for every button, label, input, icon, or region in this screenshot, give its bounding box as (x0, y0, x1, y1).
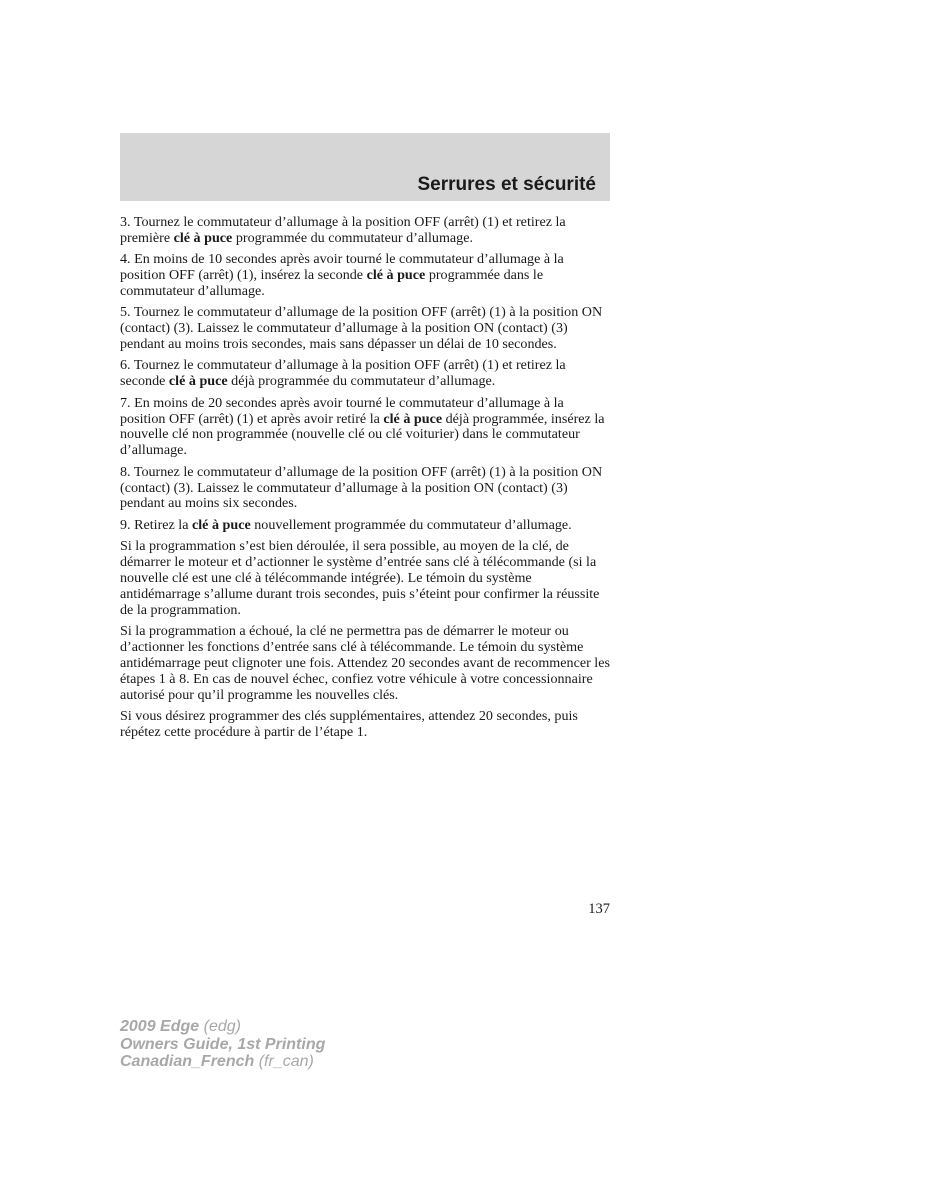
paragraph-text: Si vous désirez programmer des clés supplémentaires, attendez 20 secondes, puis répétez cette procédure à partir de l’étape 1. (120, 707, 578, 740)
bold-term: clé à puce (383, 410, 443, 427)
paragraph-text: 3. Tournez le commutateur d’allumage à la position OFF (arrêt) (1) et retirez la première (120, 214, 566, 246)
footer-vehicle-code: (edg) (203, 1018, 241, 1035)
bold-term: clé à puce (168, 373, 228, 390)
paragraph-text: Si la programmation s’est bien déroulée, il sera possible, au moyen de la clé, de démarrer le moteur et d’actionner le système d’entrée sans clé à télécommande (si la nouvelle clé est une clé à télécommande intégrée). Le témoin du système antidémarrage s’allume durant trois secondes, puis s’éteint pour confirmer la réussite de la programmation. (120, 538, 600, 618)
footer-language-code: (fr_can) (258, 1053, 314, 1071)
paragraph-text: déjà programmée, insérez la nouvelle clé non programmée (nouvelle clé ou clé voiturier) dans le commutateur d’allumage. (120, 410, 605, 459)
bold-term: clé à puce (366, 267, 426, 284)
body-paragraph (120, 465, 612, 513)
paragraph-text: nouvellement programmée du commutateur d’allumage. (250, 516, 572, 533)
document-footer (120, 1018, 325, 1071)
page-number: 137 (588, 901, 610, 917)
section-header-band (120, 133, 610, 201)
paragraph-text: 6. Tournez le commutateur d’allumage à la position OFF (arrêt) (1) et retirez la seconde (120, 357, 566, 390)
footer-vehicle-name: 2009 Edge (120, 1018, 200, 1035)
body-paragraph (120, 358, 612, 390)
paragraph-text: 8. Tournez le commutateur d’allumage de la position OFF (arrêt) (1) à la position ON (contact) (3). Laissez le commutateur d’allumage à la position ON (contact) (3) pendant au moins six secondes. (120, 463, 603, 512)
instruction-body (120, 215, 612, 746)
footer-line-language (120, 1053, 325, 1071)
footer-line-vehicle (120, 1018, 325, 1036)
paragraph-text: programmée du commutateur d’allumage. (232, 229, 474, 246)
bold-term: clé à puce (173, 229, 233, 246)
footer-language-name: Canadian_French (120, 1053, 255, 1071)
paragraph-text: 5. Tournez le commutateur d’allumage de la position OFF (arrêt) (1) à la position ON (contact) (3). Laissez le commutateur d’allumage à la position ON (contact) (3) pendant au moins trois secondes, mais sans dépasser un délai de 10 secondes. (120, 304, 603, 353)
paragraph-text: Si la programmation a échoué, la clé ne permettra pas de démarrer le moteur ou d’actionner les fonctions d’entrée sans clé à télécommande. Le témoin du système antidémarrage peut clignoter une fois. Attendez 20 secondes avant de recommencer les étapes 1 à 8. En cas de nouvel échec, confiez votre véhicule à votre concessionnaire autorisé pour qu’il programme les nouvelles clés. (120, 622, 610, 703)
section-title: Serrures et sécurité (417, 174, 596, 195)
body-paragraph (120, 709, 612, 741)
footer-line-guide: Owners Guide, 1st Printing (120, 1035, 326, 1053)
body-paragraph (120, 624, 612, 704)
paragraph-text: 9. Retirez la (120, 516, 193, 533)
body-paragraph (120, 539, 612, 619)
paragraph-text: 4. En moins de 10 secondes après avoir tourné le commutateur d’allumage à la position OFF (arrêt) (1), insérez la seconde (120, 251, 564, 284)
paragraph-text: programmée dans le commutateur d’allumage. (120, 267, 544, 300)
body-paragraph (120, 252, 612, 300)
paragraph-text: déjà programmée du commutateur d’allumage. (227, 373, 496, 390)
body-paragraph (120, 396, 612, 460)
bold-term: clé à puce (192, 516, 251, 533)
body-paragraph (120, 518, 612, 534)
body-paragraph (120, 215, 612, 247)
paragraph-text: 7. En moins de 20 secondes après avoir tourné le commutateur d’allumage à la position OFF (arrêt) (1) et après avoir retiré la (120, 394, 564, 427)
body-paragraph (120, 305, 612, 353)
